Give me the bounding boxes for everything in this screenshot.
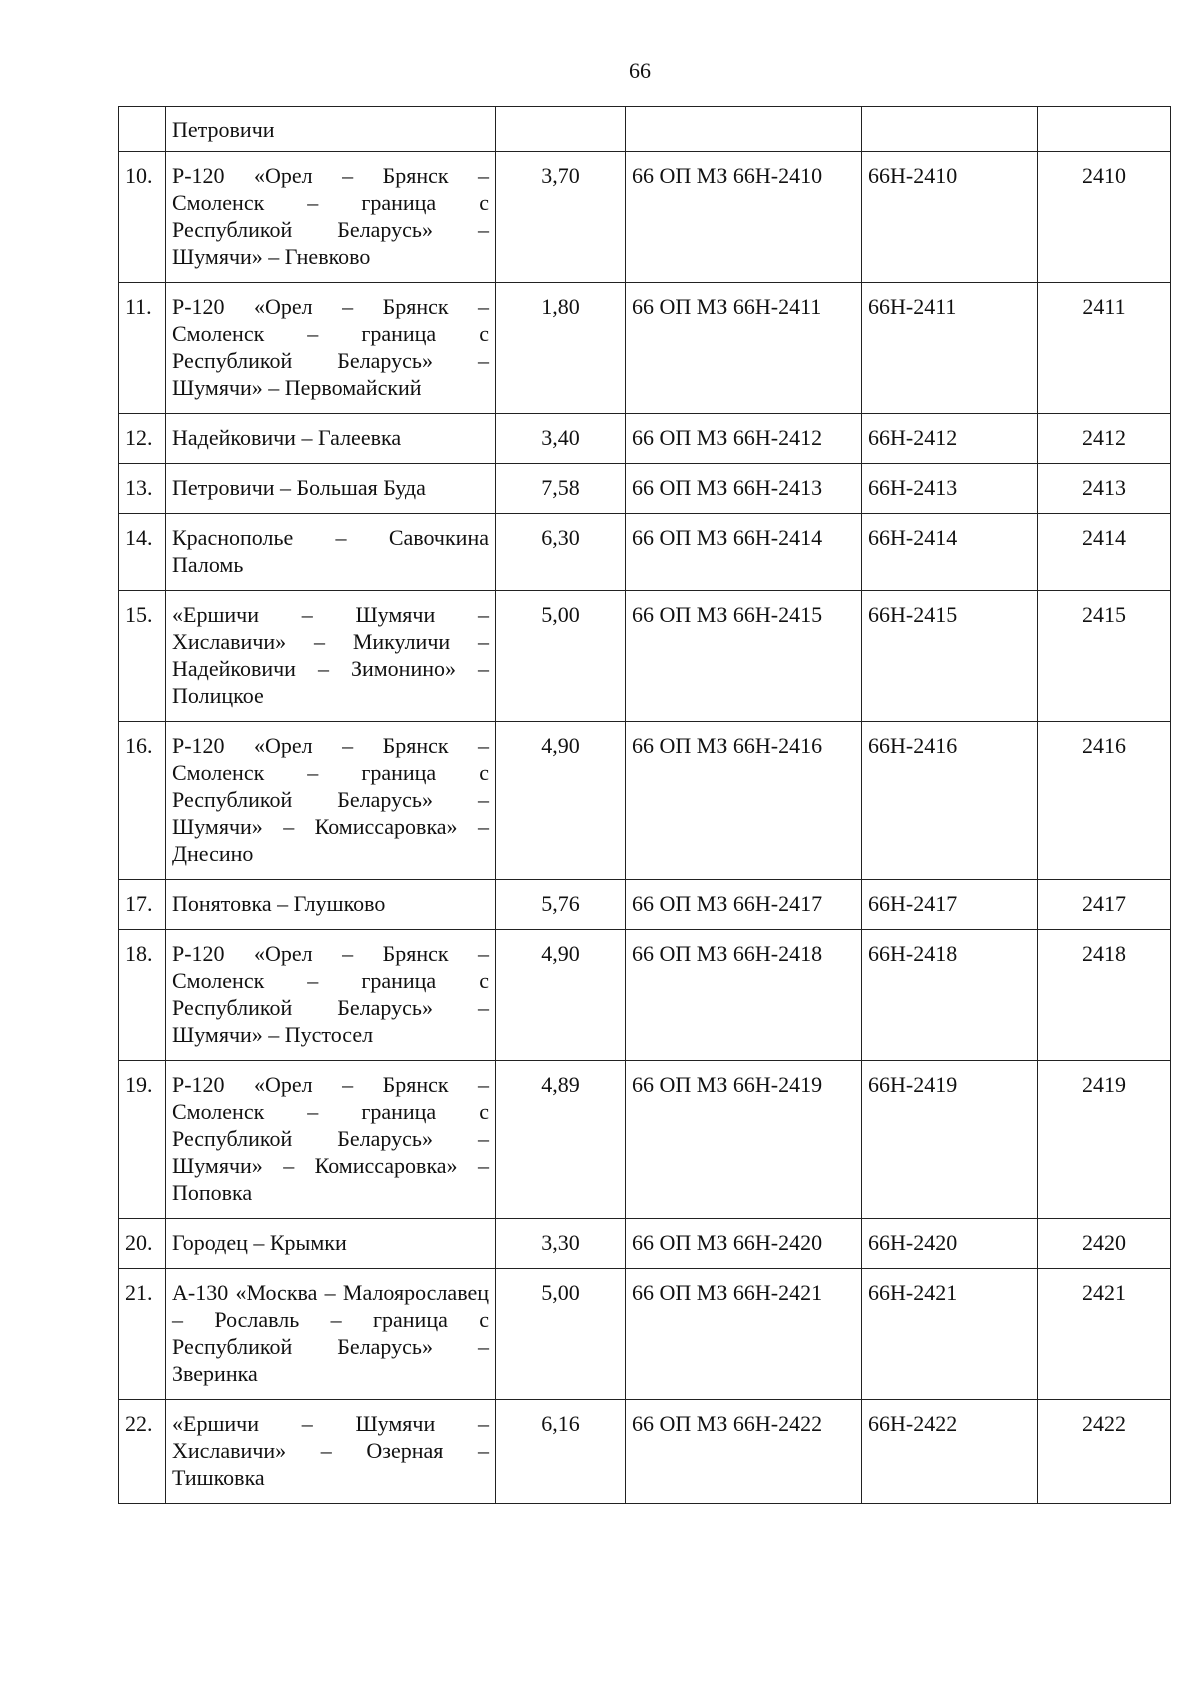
road-code: 2411 (1038, 283, 1171, 414)
road-id-short: 66Н-2420 (862, 1219, 1038, 1269)
road-id-full: 66 ОП МЗ 66Н-2421 (626, 1269, 862, 1400)
road-code: 2415 (1038, 591, 1171, 722)
road-length: 5,00 (496, 591, 626, 722)
row-number: 19. (119, 1061, 166, 1219)
road-code: 2418 (1038, 930, 1171, 1061)
road-code: 2413 (1038, 464, 1171, 514)
row-number: 13. (119, 464, 166, 514)
road-name: Надейковичи – Галеевка (166, 414, 496, 464)
road-name: Р-120 «Орел – Брянск – Смоленск – граница с Республикой Беларусь» – Шумячи» – Комиссаровка» – Днесино (166, 722, 496, 880)
road-id-short: 66Н-2416 (862, 722, 1038, 880)
road-length: 1,80 (496, 283, 626, 414)
road-id-full: 66 ОП МЗ 66Н-2414 (626, 514, 862, 591)
row-number: 11. (119, 283, 166, 414)
road-code: 2416 (1038, 722, 1171, 880)
table-row (119, 152, 1171, 283)
road-id-short: 66Н-2410 (862, 152, 1038, 283)
road-code: 2419 (1038, 1061, 1171, 1219)
road-length: 4,90 (496, 722, 626, 880)
road-id-full: 66 ОП МЗ 66Н-2415 (626, 591, 862, 722)
table-row (119, 464, 1171, 514)
road-id-short: 66Н-2414 (862, 514, 1038, 591)
road-name: Р-120 «Орел – Брянск – Смоленск – граница с Республикой Беларусь» – Шумячи» – Первомайский (166, 283, 496, 414)
road-id-full: 66 ОП МЗ 66Н-2420 (626, 1219, 862, 1269)
road-name: Краснополье – Савочкина Паломь (166, 514, 496, 591)
road-length: 6,30 (496, 514, 626, 591)
table-row (119, 1400, 1171, 1504)
row-number: 20. (119, 1219, 166, 1269)
table-row (119, 1219, 1171, 1269)
road-id-short: 66Н-2417 (862, 880, 1038, 930)
road-code: 2420 (1038, 1219, 1171, 1269)
row-number: 16. (119, 722, 166, 880)
table-row (119, 930, 1171, 1061)
road-name: Понятовка – Глушково (166, 880, 496, 930)
road-name: Петровичи (166, 107, 496, 152)
table-row (119, 414, 1171, 464)
row-number: 22. (119, 1400, 166, 1504)
road-id-full: 66 ОП МЗ 66Н-2412 (626, 414, 862, 464)
road-code: 2412 (1038, 414, 1171, 464)
road-length: 3,40 (496, 414, 626, 464)
road-code: 2410 (1038, 152, 1171, 283)
table-row (119, 107, 1171, 152)
row-number: 17. (119, 880, 166, 930)
road-id-full: 66 ОП МЗ 66Н-2411 (626, 283, 862, 414)
road-code (1038, 107, 1171, 152)
page-number: 66 (629, 58, 651, 83)
road-code: 2422 (1038, 1400, 1171, 1504)
table-row (119, 591, 1171, 722)
table-row (119, 1269, 1171, 1400)
road-id-short: 66Н-2419 (862, 1061, 1038, 1219)
row-number (119, 107, 166, 152)
table-row (119, 722, 1171, 880)
road-id-full (626, 107, 862, 152)
row-number: 12. (119, 414, 166, 464)
road-length: 3,70 (496, 152, 626, 283)
road-id-full: 66 ОП МЗ 66Н-2417 (626, 880, 862, 930)
road-length: 7,58 (496, 464, 626, 514)
road-id-short: 66Н-2418 (862, 930, 1038, 1061)
road-id-full: 66 ОП МЗ 66Н-2410 (626, 152, 862, 283)
road-id-short: 66Н-2413 (862, 464, 1038, 514)
road-name: Р-120 «Орел – Брянск – Смоленск – граница с Республикой Беларусь» – Шумячи» – Комиссаровка» – Поповка (166, 1061, 496, 1219)
road-id-short: 66Н-2415 (862, 591, 1038, 722)
roads-table-body (119, 107, 1171, 1504)
road-id-short: 66Н-2421 (862, 1269, 1038, 1400)
road-id-full: 66 ОП МЗ 66Н-2413 (626, 464, 862, 514)
road-name: Петровичи – Большая Буда (166, 464, 496, 514)
road-name: Р-120 «Орел – Брянск – Смоленск – граница с Республикой Беларусь» – Шумячи» – Гневково (166, 152, 496, 283)
road-name: «Ершичи – Шумячи – Хиславичи» – Озерная – Тишковка (166, 1400, 496, 1504)
road-id-full: 66 ОП МЗ 66Н-2422 (626, 1400, 862, 1504)
table-row (119, 283, 1171, 414)
road-code: 2414 (1038, 514, 1171, 591)
row-number: 21. (119, 1269, 166, 1400)
road-name: А-130 «Москва – Малоярославец – Рославль – граница с Республикой Беларусь» – Зверинка (166, 1269, 496, 1400)
road-name: Городец – Крымки (166, 1219, 496, 1269)
road-name: Р-120 «Орел – Брянск – Смоленск – граница с Республикой Беларусь» – Шумячи» – Пустосел (166, 930, 496, 1061)
road-length: 5,00 (496, 1269, 626, 1400)
road-code: 2421 (1038, 1269, 1171, 1400)
row-number: 14. (119, 514, 166, 591)
road-code: 2417 (1038, 880, 1171, 930)
road-length: 6,16 (496, 1400, 626, 1504)
road-length (496, 107, 626, 152)
row-number: 10. (119, 152, 166, 283)
road-id-short: 66Н-2412 (862, 414, 1038, 464)
road-id-short: 66Н-2422 (862, 1400, 1038, 1504)
road-name: «Ершичи – Шумячи – Хиславичи» – Микуличи – Надейковичи – Зимонино» – Полицкое (166, 591, 496, 722)
roads-table (118, 106, 1171, 1504)
road-id-full: 66 ОП МЗ 66Н-2418 (626, 930, 862, 1061)
road-length: 3,30 (496, 1219, 626, 1269)
road-id-full: 66 ОП МЗ 66Н-2416 (626, 722, 862, 880)
row-number: 18. (119, 930, 166, 1061)
table-row (119, 514, 1171, 591)
table-row (119, 880, 1171, 930)
road-length: 4,90 (496, 930, 626, 1061)
road-length: 4,89 (496, 1061, 626, 1219)
road-id-short (862, 107, 1038, 152)
road-length: 5,76 (496, 880, 626, 930)
table-row (119, 1061, 1171, 1219)
road-id-short: 66Н-2411 (862, 283, 1038, 414)
row-number: 15. (119, 591, 166, 722)
road-id-full: 66 ОП МЗ 66Н-2419 (626, 1061, 862, 1219)
